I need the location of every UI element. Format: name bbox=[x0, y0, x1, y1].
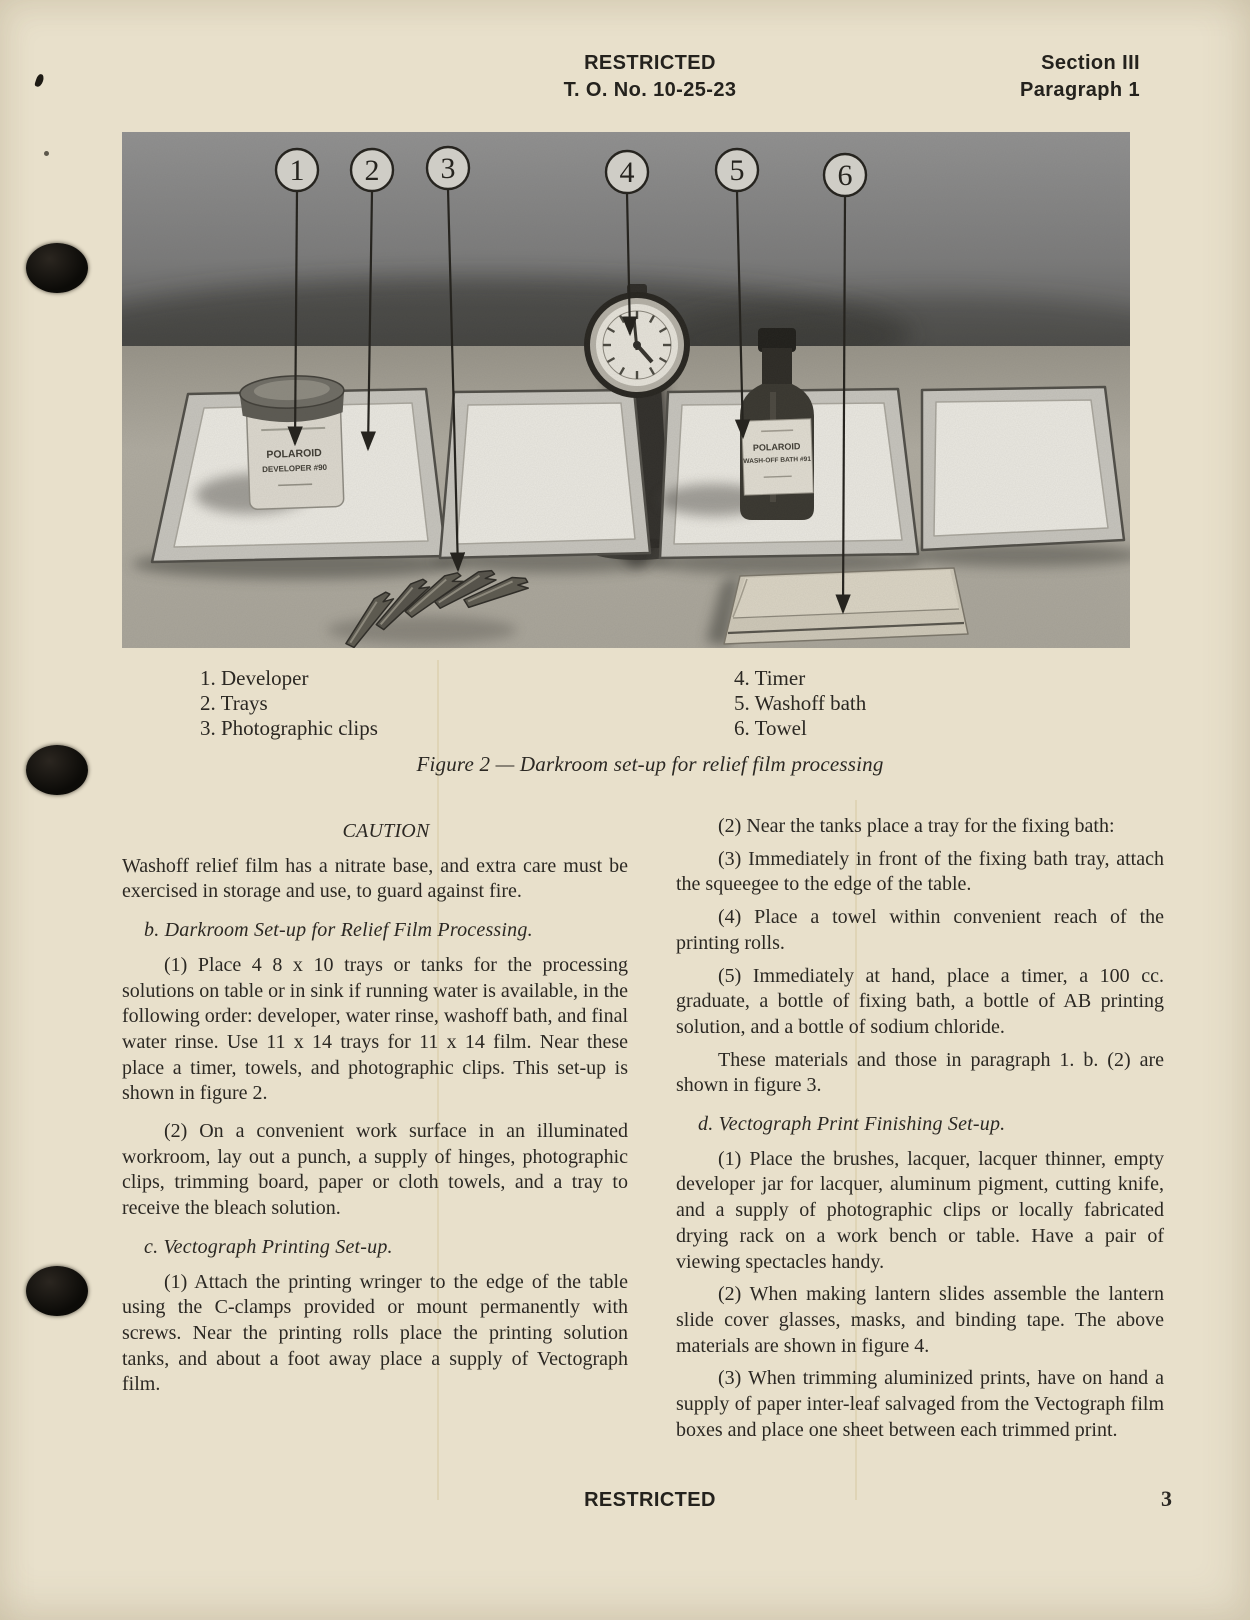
punch-hole-bottom bbox=[26, 1266, 88, 1316]
paragraph-c2: (2) Near the tanks place a tray for the fixing bath: bbox=[718, 815, 1115, 837]
punch-hole-top bbox=[26, 243, 88, 293]
paragraph-c5-continued: These materials and those in paragraph 1. b. (2) are shown in figure 3. bbox=[676, 1048, 1164, 1097]
legend-item-washoff-bath: 5. Washoff bath bbox=[734, 691, 867, 715]
legend-item-towel: 6. Towel bbox=[734, 716, 807, 740]
page-header-right bbox=[1020, 50, 1140, 104]
callout-number-4: 4 bbox=[619, 156, 635, 189]
legend-item-developer: 1. Developer bbox=[200, 666, 309, 690]
figure-legend-left bbox=[200, 666, 378, 741]
photo-grain-texture bbox=[122, 132, 1130, 648]
figure-legend-right bbox=[734, 666, 866, 741]
developer-jar-label-line1: POLAROID bbox=[266, 447, 322, 461]
washoff-bottle-label-line2: WASH-OFF BATH #91 bbox=[743, 455, 812, 466]
ink-speck bbox=[34, 73, 45, 88]
heading-c-vectograph-printing: c. Vectograph Printing Set-up. bbox=[144, 1235, 393, 1258]
paragraph-c5: (5) Immediately at hand, place a timer, a 100 cc. graduate, a bottle of fixing bath, a bottle of AB printing solution, and a bottle of sodium chloride. bbox=[676, 964, 1164, 1038]
washoff-bottle-label-line1: POLAROID bbox=[752, 441, 801, 453]
paragraph-d3: (3) When trimming aluminized prints, have on hand a supply of paper inter-leaf salvaged from the Vectograph film boxes and place one sheet between each trimmed print. bbox=[676, 1367, 1164, 1441]
paragraph-d1: (1) Place the brushes, lacquer, lacquer thinner, empty developer jar for lacquer, aluminum pigment, cutting knife, and a supply of photographic clips or locally fabricated drying rack on a work bench or table. Have a pair of viewing spectacles handy. bbox=[676, 1147, 1164, 1273]
heading-d-print-finishing: d. Vectograph Print Finishing Set-up. bbox=[698, 1113, 1006, 1136]
caution-heading: CAUTION bbox=[342, 820, 430, 842]
right-column bbox=[676, 814, 1164, 1450]
paragraph-c1: (1) Attach the printing wringer to the edge of the table using the C-clamps provided or mount permanently with screws. Near the printing rolls place the printing solution tanks, and about a foot away place a supply of Vectograph film. bbox=[122, 1270, 628, 1396]
section-number: Section III bbox=[1041, 52, 1140, 74]
callout-number-2: 2 bbox=[364, 154, 380, 187]
paragraph-c4: (4) Place a towel within convenient reach of the printing rolls. bbox=[676, 906, 1164, 954]
punch-hole-middle bbox=[26, 745, 88, 795]
caution-paragraph: Washoff relief film has a nitrate base, and extra care must be exercised in storage and use, to guard against fire. bbox=[122, 854, 628, 903]
paragraph-c3: (3) Immediately in front of the fixing bath tray, attach the squeegee to the edge of the table. bbox=[676, 847, 1164, 896]
callout-number-3: 3 bbox=[440, 152, 456, 185]
paragraph-b2: (2) On a convenient work surface in an illuminated workroom, lay out a punch, a supply of hinges, photographic clips, trimming board, paper or cloth towels, and a tray to receive the bleach solution. bbox=[122, 1120, 628, 1220]
figure-caption: Figure 2 — Darkroom set-up for relief film processing bbox=[416, 752, 884, 776]
technical-order-number: T. O. No. 10-25-23 bbox=[563, 79, 737, 101]
left-column bbox=[122, 806, 628, 1405]
paragraph-number: Paragraph 1 bbox=[1019, 79, 1140, 101]
restricted-marking-bottom: RESTRICTED bbox=[584, 1489, 716, 1511]
legend-item-timer: 4. Timer bbox=[734, 666, 806, 690]
paragraph-d2: (2) When making lantern slides assemble the lantern slide cover glasses, masks, and binding tape. The above materials are shown in figure 4. bbox=[676, 1283, 1164, 1357]
legend-item-trays: 2. Trays bbox=[200, 691, 268, 715]
callout-number-5: 5 bbox=[729, 154, 745, 187]
figure-2-photo bbox=[122, 132, 1130, 648]
page-header-center bbox=[350, 50, 950, 104]
paragraph-b1: (1) Place 4 8 x 10 trays or tanks for the processing solutions on table or in sink if running water is available, in the following order: developer, water rinse, washoff bath, and final water rinse. Use 11 x 14 trays for 11 x 14 film. Near these place a timer, towels, and photographic clips. This set-up is shown in figure 2. bbox=[122, 953, 629, 1105]
page-number: 3 bbox=[1161, 1486, 1172, 1511]
ink-speck bbox=[44, 151, 49, 156]
callout-number-1: 1 bbox=[289, 154, 305, 187]
heading-b-darkroom-setup: b. Darkroom Set-up for Relief Film Processing. bbox=[144, 919, 533, 942]
developer-jar-label-line2: DEVELOPER #90 bbox=[261, 462, 328, 475]
legend-item-photographic-clips: 3. Photographic clips bbox=[200, 716, 378, 740]
restricted-marking-top: RESTRICTED bbox=[584, 52, 716, 74]
callout-number-6: 6 bbox=[837, 159, 853, 192]
